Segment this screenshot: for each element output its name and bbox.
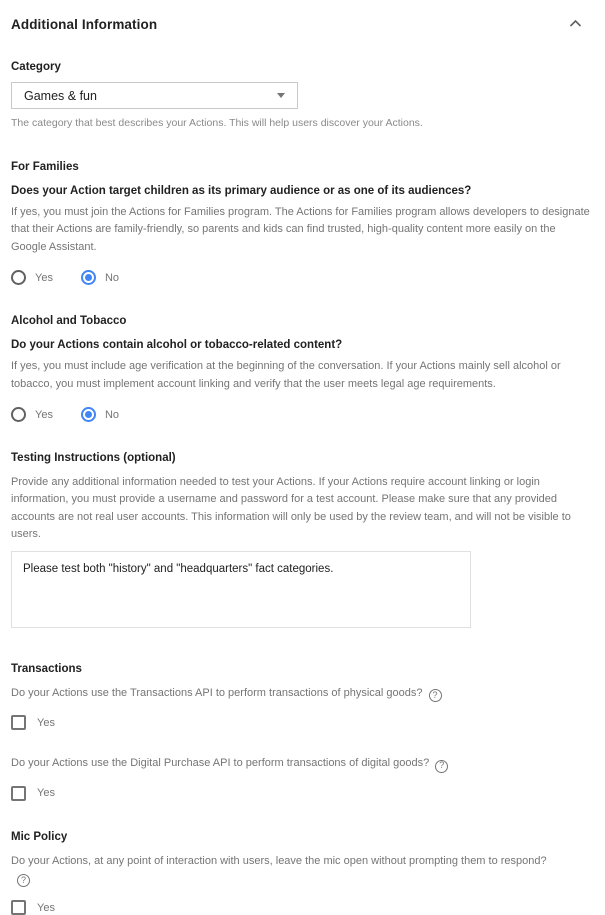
transactions-section (11, 663, 594, 801)
category-select-value: Games & fun (24, 89, 97, 103)
category-field (11, 61, 594, 131)
radio-unchecked-icon (11, 270, 26, 285)
checkbox-label-yes: Yes (37, 717, 55, 729)
page-title: Additional Information (11, 17, 157, 32)
help-icon[interactable]: ? (17, 874, 30, 887)
radio-label-no: No (105, 409, 119, 421)
radio-label-yes: Yes (35, 272, 53, 284)
for-families-heading: For Families (11, 161, 594, 173)
transactions-heading: Transactions (11, 663, 594, 675)
radio-label-yes: Yes (35, 409, 53, 421)
for-families-radio-group (11, 270, 594, 285)
for-families-question: Does your Action target children as its primary audience or as one of its audiences? (11, 183, 594, 200)
chevron-up-icon (569, 15, 582, 30)
radio-checked-icon (81, 270, 96, 285)
for-families-radio-no[interactable] (81, 270, 119, 285)
checkbox-unchecked-icon (11, 715, 26, 730)
mic-policy-question: Do your Actions, at any point of interaction with users, leave the mic open without prompting them to respond?? (11, 853, 547, 888)
testing-instructions-description: Provide any additional information needed to test your Actions. If your Actions require account linking or login information, you must provide a username and password for a test account. Please make sure that any provided accounts are not real user accounts. This information will only be used by the review team, and will not be visible to users. (11, 474, 594, 544)
for-families-radio-yes[interactable] (11, 270, 53, 285)
for-families-description: If yes, you must join the Actions for Families program. The Actions for Families program allows developers to designate that their Actions are family-friendly, so parents and kids can find trusted, high-quality content more easily on the Google Assistant. (11, 204, 594, 256)
checkbox-label-yes: Yes (37, 902, 55, 914)
radio-label-no: No (105, 272, 119, 284)
category-label: Category (11, 61, 594, 73)
testing-instructions-textarea[interactable] (11, 551, 471, 628)
testing-instructions-heading: Testing Instructions (optional) (11, 452, 594, 464)
alcohol-tobacco-section (11, 315, 594, 422)
alcohol-tobacco-radio-yes[interactable] (11, 407, 53, 422)
help-icon[interactable]: ? (429, 689, 442, 702)
mic-policy-checkbox[interactable] (11, 900, 594, 915)
mic-policy-section (11, 831, 594, 915)
transactions-question-digital: Do your Actions use the Digital Purchase API to perform transactions of digital goods? ? (11, 755, 594, 772)
checkbox-unchecked-icon (11, 900, 26, 915)
collapse-button[interactable] (563, 17, 588, 29)
mic-policy-heading: Mic Policy (11, 831, 594, 843)
alcohol-tobacco-heading: Alcohol and Tobacco (11, 315, 594, 327)
alcohol-tobacco-description: If yes, you must include age verification at the beginning of the conversation. If your Actions mainly sell alcohol or tobacco, you must implement account linking and verify that the user meets legal age requirements. (11, 358, 594, 393)
alcohol-tobacco-question: Do your Actions contain alcohol or tobacco-related content? (11, 337, 594, 354)
transactions-checkbox-digital[interactable] (11, 786, 594, 801)
category-select[interactable] (11, 82, 298, 109)
radio-checked-icon (81, 407, 96, 422)
category-helper-text: The category that best describes your Actions. This will help users discover your Actions. (11, 116, 594, 131)
alcohol-tobacco-radio-group (11, 407, 594, 422)
radio-unchecked-icon (11, 407, 26, 422)
checkbox-unchecked-icon (11, 786, 26, 801)
help-icon[interactable]: ? (435, 760, 448, 773)
testing-instructions-section (11, 452, 594, 633)
dropdown-arrow-icon (277, 93, 285, 98)
transactions-checkbox-physical[interactable] (11, 715, 594, 730)
transactions-question-physical: Do your Actions use the Transactions API to perform transactions of physical goods? ? (11, 685, 594, 702)
checkbox-label-yes: Yes (37, 787, 55, 799)
panel-header (11, 17, 594, 32)
alcohol-tobacco-radio-no[interactable] (81, 407, 119, 422)
for-families-section (11, 161, 594, 285)
